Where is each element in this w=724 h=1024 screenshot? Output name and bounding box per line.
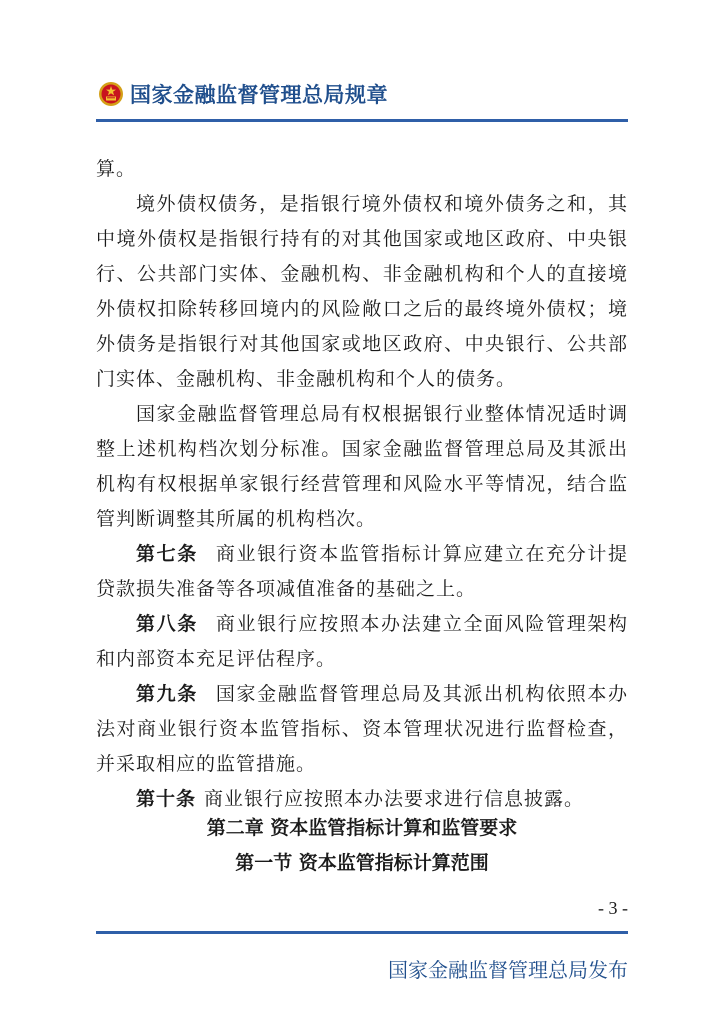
article-text: 国家金融监督管理总局及其派出机构依照本办法对商业银行资本监管指标、资本管理状况进行监督检查，并采取相应的监管措施。 bbox=[96, 683, 628, 775]
article-number: 第七条 bbox=[136, 543, 198, 565]
paragraph: 境外债权债务，是指银行境外债权和境外债务之和，其中境外债权是指银行持有的对其他国家或地区政府、中央银行、公共部门实体、金融机构、非金融机构和个人的直接境外债权扣除转移回境内的风险敞口之后的最终境外债权；境外债务是指银行对其他国家或地区政府、中央银行、公共部门实体、金融机构、非金融机构和个人的债务。 bbox=[96, 193, 628, 390]
article-7 bbox=[96, 537, 628, 607]
article-text: 商业银行资本监管指标计算应建立在充分计提贷款损失准备等各项减值准备的基础之上。 bbox=[96, 543, 628, 600]
article-number: 第八条 bbox=[136, 613, 198, 635]
national-emblem-icon bbox=[98, 81, 124, 107]
footer-divider bbox=[96, 931, 628, 934]
article-number: 第九条 bbox=[136, 683, 198, 705]
footer-publisher: 国家金融监督管理总局发布 bbox=[388, 958, 628, 982]
paragraph: 国家金融监督管理总局有权根据银行业整体情况适时调整上述机构档次划分标准。国家金融监督管理总局及其派出机构有权根据单家银行经营管理和风险水平等情况，结合监管判断调整其所属的机构档次。 bbox=[96, 403, 628, 530]
document-body bbox=[96, 152, 628, 817]
chapter-heading: 第二章 资本监管指标计算和监管要求 bbox=[206, 817, 518, 839]
document-header bbox=[98, 76, 388, 112]
header-divider bbox=[96, 119, 628, 122]
header-title: 国家金融监督管理总局规章 bbox=[130, 83, 388, 107]
article-number: 第十条 bbox=[136, 788, 197, 810]
article-10 bbox=[96, 782, 628, 817]
article-text: 商业银行应按照本办法要求进行信息披露。 bbox=[204, 788, 585, 810]
section-heading: 第一节 资本监管指标计算范围 bbox=[235, 852, 489, 874]
article-8 bbox=[96, 607, 628, 677]
page-number: - 3 - bbox=[598, 898, 628, 918]
article-text: 商业银行应按照本办法建立全面风险管理架构和内部资本充足评估程序。 bbox=[96, 613, 628, 670]
article-9 bbox=[96, 677, 628, 782]
paragraph: 算。 bbox=[96, 158, 137, 180]
